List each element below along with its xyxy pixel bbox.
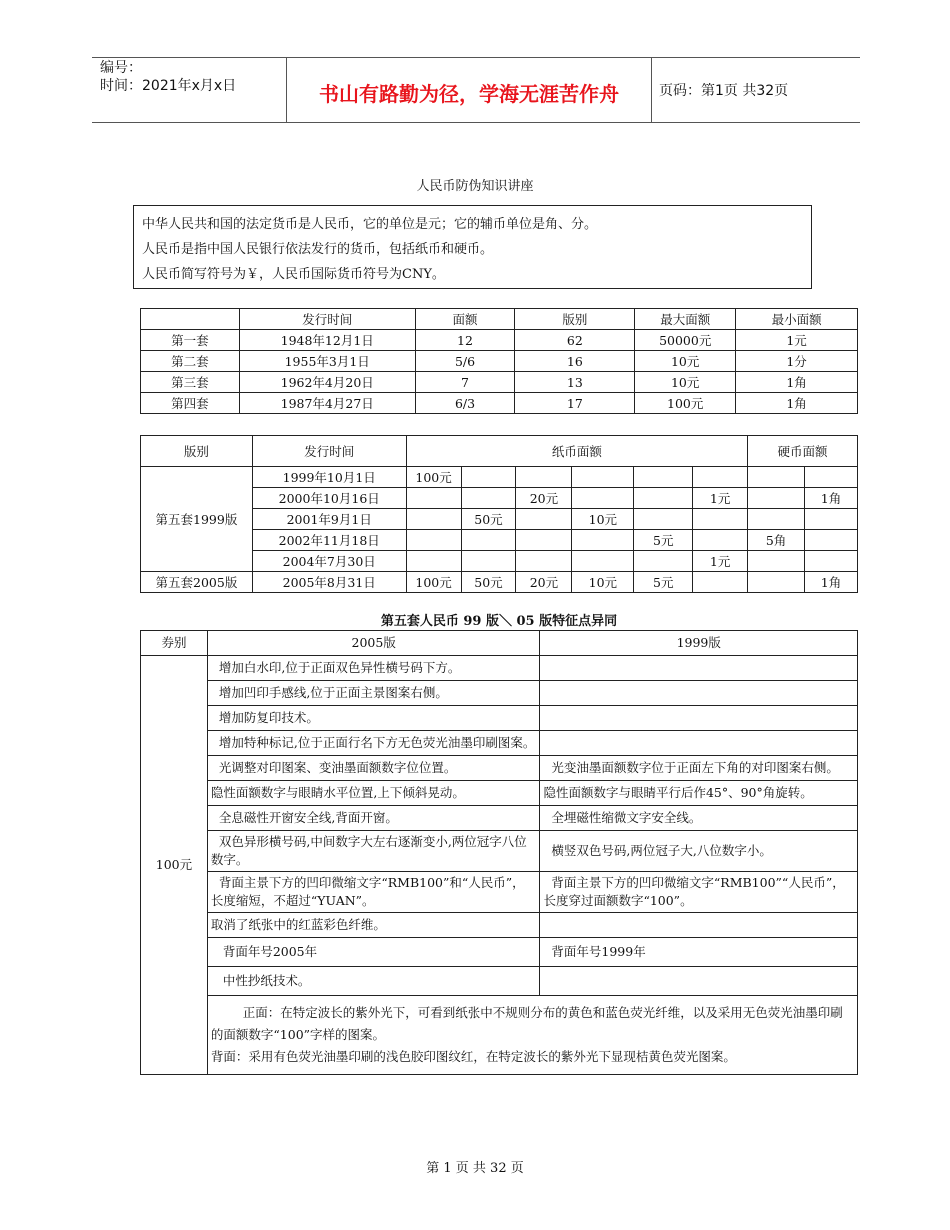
table-header-cell: 纸币面额 [406,436,748,467]
table-row [141,756,858,781]
table-cell [540,656,858,681]
table-row [141,781,858,806]
table-cell [516,509,572,530]
table-cell [461,488,516,509]
table-cell: 隐性面额数字与眼睛平行后作45°、90°角旋转。 [540,781,858,806]
table-cell: 1角 [736,393,858,414]
table-row [141,872,858,913]
table-header-row [141,309,858,330]
table-cell: 10元 [572,572,634,593]
table-row [141,806,858,831]
header-top-rule [92,57,860,58]
page-footer: 第 1 页 共 32 页 [426,1161,524,1176]
table-header-row [141,631,858,656]
table-cell: 增加特种标记,位于正面行名下方无色荧光油墨印刷图案。 [207,731,540,756]
table-cell [748,572,805,593]
table-cell [406,551,461,572]
table-cell: 光变油墨面额数字位于正面左下角的对印图案右侧。 [540,756,858,781]
table-header-row [141,436,858,467]
table-row [141,681,858,706]
table-cell: 增加防复印技术。 [207,706,540,731]
header-bottom-rule [92,122,860,123]
table-row [141,572,858,593]
table-cell: 光调整对印图案、变油墨面额数字位位置。 [207,756,540,781]
table-cell: 13 [515,372,635,393]
table-cell [406,509,461,530]
number-label: 编号： [100,60,142,76]
table-cell: 100元 [406,572,461,593]
version-cell: 第五套2005版 [141,572,253,593]
table-row [141,996,858,1075]
table-cell [748,467,805,488]
table-row [141,967,858,996]
table-cell: 1999年10月1日 [252,467,406,488]
table-header-cell: 发行时间 [252,436,406,467]
table-cell: 1分 [736,351,858,372]
table-cell: 双色异形横号码,中间数字大左右逐渐变小,两位冠字八位数字。 [207,831,540,872]
table-row [141,351,858,372]
intro-line: 中华人民共和国的法定货币是人民币，它的单位是元；它的辅币单位是角、分。 [142,217,598,232]
table-cell: 1元 [693,488,748,509]
table-header-cell: 2005版 [207,631,540,656]
table-cell [461,467,516,488]
table-cell [406,530,461,551]
table-cell: 隐性面额数字与眼睛水平位置,上下倾斜晃动。 [207,781,540,806]
table-header-cell: 版别 [141,436,253,467]
table-cell: 20元 [516,488,572,509]
intro-line: 人民币简写符号为￥，人民币国际货币符号为CNY。 [142,267,445,282]
table-cell [748,509,805,530]
table-row [141,831,858,872]
comparison-table-title: 第五套人民币 99 版＼ 05 版特征点异同 [380,614,618,629]
table-cell [572,488,634,509]
table-cell [516,551,572,572]
uv-back-text: 背面：采用有色荧光油墨印刷的浅色胶印图纹红，在特定波长的紫外光下显现桔黄色荧光图案。 [210,1049,736,1064]
table-cell: 背面主景下方的凹印微缩文字“RMB100”“人民币”，长度穿过面额数字“100”。 [540,872,858,913]
table-cell: 1元 [736,330,858,351]
fifth-series-table [140,435,858,593]
table-row [141,938,858,967]
header-divider [286,57,287,123]
table-cell: 第四套 [141,393,240,414]
table-cell [540,731,858,756]
table-cell: 10元 [635,351,736,372]
table-cell: 50元 [461,572,516,593]
table-cell: 100元 [635,393,736,414]
table-cell: 第一套 [141,330,240,351]
currency-series-table [140,308,858,414]
table-row [141,393,858,414]
table-cell: 全息磁性开窗安全线,背面开窗。 [207,806,540,831]
table-cell [572,551,634,572]
table-cell: 62 [515,330,635,351]
table-cell: 2002年11月18日 [252,530,406,551]
table-cell: 背面年号2005年 [207,938,540,967]
table-cell: 第三套 [141,372,240,393]
header-divider [651,57,652,123]
table-cell [540,967,858,996]
table-cell [516,530,572,551]
table-row [141,706,858,731]
uv-front-text: 正面：在特定波长的紫外光下，可看到纸张中不规则分布的黄色和蓝色荧光纤维，以及采用无色荧光油墨印刷的面额数字“100”字样的图案。 [210,1005,843,1042]
table-cell: 50000元 [635,330,736,351]
intro-line: 人民币是指中国人民银行依法发行的货币，包括纸币和硬币。 [142,242,494,257]
table-header-cell: 最大面额 [635,309,736,330]
table-cell [805,467,858,488]
header-motto: 书山有路勤为径，学海无涯苦作舟 [319,82,619,106]
table-cell [406,488,461,509]
table-cell [748,488,805,509]
table-cell: 7 [415,372,515,393]
time-label: 时间：2021年x月x日 [100,78,237,94]
table-cell: 5/6 [415,351,515,372]
table-cell: 增加凹印手感线,位于正面主景图案右侧。 [207,681,540,706]
table-cell: 2004年7月30日 [252,551,406,572]
table-cell: 1角 [805,488,858,509]
table-cell: 取消了纸张中的红蓝彩色纤维。 [207,913,540,938]
table-cell [461,530,516,551]
table-cell [634,488,693,509]
table-cell: 中性抄纸技术。 [207,967,540,996]
table-cell: 1角 [736,372,858,393]
table-cell: 1角 [805,572,858,593]
table-cell: 背面主景下方的凹印微缩文字“RMB100”和“人民币”，长度缩短，不超过“YUAN”。 [207,872,540,913]
header-meta [100,59,236,95]
table-row [141,467,858,488]
table-header-cell: 1999版 [540,631,858,656]
table-cell [634,509,693,530]
uv-feature-cell [207,996,857,1075]
version-cell: 第五套1999版 [141,467,253,572]
table-header-cell: 版别 [515,309,635,330]
table-cell [693,467,748,488]
table-cell [516,467,572,488]
table-cell [805,551,858,572]
table-cell: 背面年号1999年 [540,938,858,967]
table-cell [634,467,693,488]
table-cell [693,509,748,530]
table-cell: 5元 [634,530,693,551]
table-header-cell: 最小面额 [736,309,858,330]
table-cell: 全埋磁性缩微文字安全线。 [540,806,858,831]
table-cell [748,551,805,572]
table-cell: 17 [515,393,635,414]
table-row [141,731,858,756]
table-cell: 2005年8月31日 [252,572,406,593]
table-cell: 2001年9月1日 [252,509,406,530]
table-cell: 1962年4月20日 [239,372,415,393]
table-row [141,372,858,393]
table-row [141,656,858,681]
table-cell [572,467,634,488]
table-cell [461,551,516,572]
table-cell: 1948年12月1日 [239,330,415,351]
header-page-label: 页码：第1页 共32页 [659,83,789,99]
table-header-cell: 发行时间 [239,309,415,330]
table-cell: 第二套 [141,351,240,372]
table-cell [805,509,858,530]
table-cell: 10元 [572,509,634,530]
table-cell [693,530,748,551]
table-cell: 20元 [516,572,572,593]
table-cell [572,530,634,551]
denomination-cell: 100元 [141,656,208,1075]
table-cell: 100元 [406,467,461,488]
table-cell: 5元 [634,572,693,593]
table-cell: 增加白水印,位于正面双色异性横号码下方。 [207,656,540,681]
table-cell [634,551,693,572]
table-cell: 1987年4月27日 [239,393,415,414]
document-title: 人民币防伪知识讲座 [416,179,534,194]
table-cell [805,530,858,551]
table-header-cell: 券别 [141,631,208,656]
table-cell: 1955年3月1日 [239,351,415,372]
table-cell: 5角 [748,530,805,551]
table-cell: 16 [515,351,635,372]
table-header-cell: 面额 [415,309,515,330]
table-cell [540,913,858,938]
table-cell: 6/3 [415,393,515,414]
table-cell: 12 [415,330,515,351]
table-row [141,330,858,351]
table-header-cell: 硬币面额 [748,436,858,467]
table-cell: 50元 [461,509,516,530]
table-header-cell [141,309,240,330]
table-cell: 横竖双色号码,两位冠子大,八位数字小。 [540,831,858,872]
intro-box [133,205,812,289]
table-cell: 2000年10月16日 [252,488,406,509]
table-cell [540,681,858,706]
table-cell: 1元 [693,551,748,572]
table-cell [540,706,858,731]
table-cell: 10元 [635,372,736,393]
feature-comparison-table [140,630,858,1075]
table-cell [693,572,748,593]
table-row [141,913,858,938]
